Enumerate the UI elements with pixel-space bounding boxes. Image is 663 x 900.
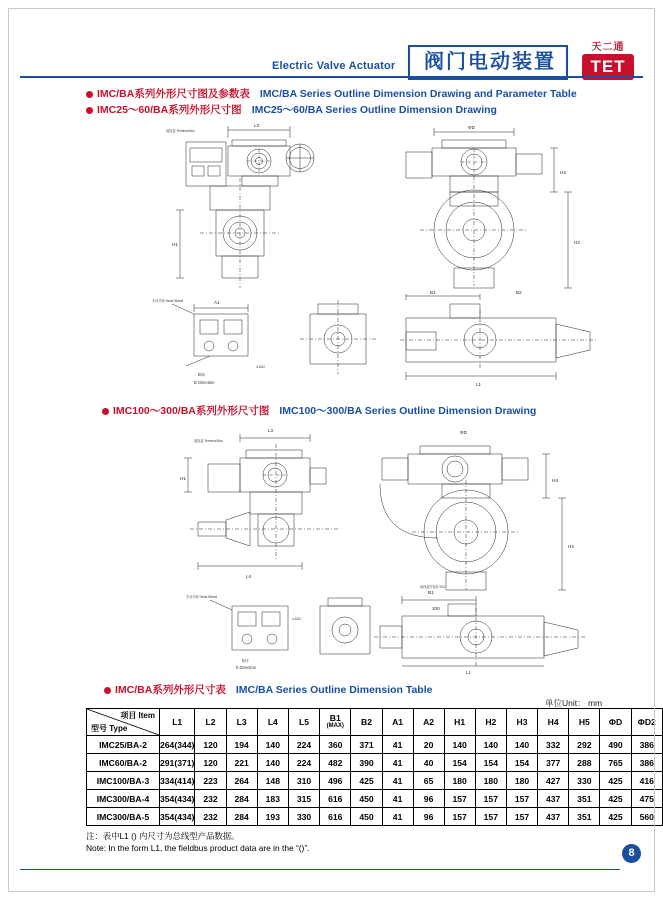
cell: 616 xyxy=(320,808,351,826)
dim-label-b1: B1 xyxy=(430,290,436,295)
cell: 157 xyxy=(444,790,475,808)
section-title-1 xyxy=(86,86,577,101)
cell: 450 xyxy=(351,808,382,826)
note-terminal-box: 接线盒 Terminal Box xyxy=(194,439,223,443)
cell: 65 xyxy=(413,772,444,790)
cell: 425 xyxy=(600,790,631,808)
cell: 284 xyxy=(226,790,257,808)
col-header-h2: H2 xyxy=(475,709,506,736)
col-header-h3: H3 xyxy=(506,709,537,736)
cell: 334(414) xyxy=(160,772,195,790)
cell: 140 xyxy=(257,736,288,754)
unit-label: 单位Unit： mm xyxy=(545,698,603,708)
cell: 371 xyxy=(351,736,382,754)
page-header xyxy=(0,18,663,76)
dim-label-h3: H3 xyxy=(560,170,566,175)
cell: 288 xyxy=(569,754,600,772)
cell: 157 xyxy=(475,790,506,808)
hole-label: 4-M12 xyxy=(256,365,266,369)
cell: 475 xyxy=(631,790,662,808)
cell: 41 xyxy=(382,808,413,826)
cell: 264 xyxy=(226,772,257,790)
header-chinese-title: 阀门电动装置 xyxy=(424,51,556,73)
section-title-4 xyxy=(104,682,432,697)
table-corner-item-label: 项目 Item xyxy=(120,711,155,720)
dim-label-l3: L3 xyxy=(268,428,274,433)
col-header-l5: L5 xyxy=(288,709,319,736)
dim-label-l4: L4 xyxy=(246,574,252,579)
cell: 351 xyxy=(569,808,600,826)
cell: 490 xyxy=(600,736,631,754)
cell: 180 xyxy=(444,772,475,790)
cell: 20 xyxy=(413,736,444,754)
bullet-dot-icon xyxy=(102,408,109,415)
cell: 354(434) xyxy=(160,808,195,826)
col-header-a2: A2 xyxy=(413,709,444,736)
row-type: IMC100/BA-3 xyxy=(87,772,160,790)
cell: 291(371) xyxy=(160,754,195,772)
dim-label-phid: ΦD xyxy=(468,125,475,130)
dim-label-a1: A1 xyxy=(214,300,220,305)
section-title-1-cn: IMC/BA系列外形尺寸图及参数表 xyxy=(97,88,250,100)
cell: 140 xyxy=(506,736,537,754)
cell: 148 xyxy=(257,772,288,790)
cell: 386 xyxy=(631,754,662,772)
table-row xyxy=(87,772,663,790)
col-header-h1: H1 xyxy=(444,709,475,736)
table-note-cn: 注：表中L1 () 内尺寸为总线型产品数据。 xyxy=(86,831,240,841)
dim-label-l3: L3 xyxy=(254,123,260,128)
table-note xyxy=(86,830,309,854)
cell: 616 xyxy=(320,790,351,808)
dim-label-h2: H2 xyxy=(568,544,574,549)
cell: 330 xyxy=(569,772,600,790)
col-header-l4: L4 xyxy=(257,709,288,736)
view-b-label-cn: b向 xyxy=(242,658,249,663)
col-header-b1-sub: (MAX) xyxy=(326,723,344,729)
cell: 390 xyxy=(351,754,382,772)
section-title-4-en: IMC/BA Series Outline Dimension Table xyxy=(235,684,433,696)
table-row xyxy=(87,808,663,826)
outline-drawing-imc25-60 xyxy=(150,118,630,388)
col-header-h5: H5 xyxy=(569,709,600,736)
view-b-label-en: b Direction xyxy=(236,665,257,670)
cell: 157 xyxy=(506,790,537,808)
table-header-row xyxy=(87,709,663,736)
cell: 140 xyxy=(444,736,475,754)
cell: 157 xyxy=(475,808,506,826)
bullet-dot-icon xyxy=(86,91,93,98)
cell: 154 xyxy=(444,754,475,772)
note-handwheel: 手动手轮 Hand Wheel xyxy=(186,595,218,599)
bullet-dot-icon xyxy=(86,107,93,114)
outline-drawing-imc100-300 xyxy=(180,420,630,675)
cell: 450 xyxy=(351,790,382,808)
dim-label-b1: B1 xyxy=(428,590,434,595)
logo-chinese-name: 天二通 xyxy=(591,42,625,53)
cell: 437 xyxy=(538,790,569,808)
logo-english-mark: TET xyxy=(582,54,634,80)
cell: 223 xyxy=(195,772,226,790)
col-header-b2: B2 xyxy=(351,709,382,736)
section-title-3-cn: IMC100～300/BA系列外形尺寸图 xyxy=(113,405,270,417)
dim-label-h3: H3 xyxy=(552,478,558,483)
col-header-l3: L3 xyxy=(226,709,257,736)
section-title-2-cn: IMC25～60/BA系列外形尺寸图 xyxy=(97,104,242,116)
cell: 41 xyxy=(382,790,413,808)
dim-label-h1: H1 xyxy=(172,242,178,247)
table-row xyxy=(87,754,663,772)
cell: 416 xyxy=(631,772,662,790)
section-title-4-cn: IMC/BA系列外形尺寸表 xyxy=(115,684,226,696)
cell: 425 xyxy=(351,772,382,790)
view-b-label-cn: B向 xyxy=(198,372,205,377)
cell: 120 xyxy=(195,754,226,772)
bullet-dot-icon xyxy=(104,687,111,694)
cell: 425 xyxy=(600,808,631,826)
cell: 140 xyxy=(475,736,506,754)
table-note-en: Note: In the form L1, the fieldbus product data are in the “()”. xyxy=(86,843,310,853)
cell: 96 xyxy=(413,790,444,808)
row-type: IMC300/BA-5 xyxy=(87,808,160,826)
cell: 437 xyxy=(538,808,569,826)
cell: 482 xyxy=(320,754,351,772)
cell: 193 xyxy=(257,808,288,826)
dim-label-h2: H2 xyxy=(574,240,580,245)
cell: 330 xyxy=(288,808,319,826)
company-logo xyxy=(575,38,641,86)
col-header-h4: H4 xyxy=(538,709,569,736)
cell: 264(344) xyxy=(160,736,195,754)
table-corner-type-label: 型号 Type xyxy=(91,724,128,733)
col-header-l2: L2 xyxy=(195,709,226,736)
cell: 315 xyxy=(288,790,319,808)
cell: 96 xyxy=(413,808,444,826)
header-english-title: Electric Valve Actuator xyxy=(272,60,396,72)
cell: 351 xyxy=(569,790,600,808)
cell: 284 xyxy=(226,808,257,826)
section-title-3 xyxy=(102,403,536,418)
dim-label-b2: B2 xyxy=(516,290,522,295)
table-row xyxy=(87,790,663,808)
cell: 496 xyxy=(320,772,351,790)
section-title-2-en: IMC25～60/BA Series Outline Dimension Drawing xyxy=(251,104,497,116)
cell: 765 xyxy=(600,754,631,772)
cell: 157 xyxy=(506,808,537,826)
dim-label-l1: L1 xyxy=(466,670,472,675)
cell: 41 xyxy=(382,772,413,790)
dim-label-100: 100 xyxy=(432,606,440,611)
cell: 232 xyxy=(195,808,226,826)
note-terminal-box: 接线盒 Terminal Box xyxy=(166,129,195,133)
row-type: IMC60/BA-2 xyxy=(87,754,160,772)
row-type: IMC25/BA-2 xyxy=(87,736,160,754)
note-flange: 接线盒安装孔Φ10 xyxy=(420,585,446,589)
cell: 183 xyxy=(257,790,288,808)
cell: 41 xyxy=(382,736,413,754)
page-number: 8 xyxy=(622,844,641,863)
cell: 332 xyxy=(538,736,569,754)
section-title-2 xyxy=(86,102,497,117)
cell: 140 xyxy=(257,754,288,772)
cell: 232 xyxy=(195,790,226,808)
cell: 194 xyxy=(226,736,257,754)
row-type: IMC300/BA-4 xyxy=(87,790,160,808)
col-header-phid2: ΦD2 xyxy=(631,709,662,736)
col-header-l1: L1 xyxy=(160,709,195,736)
cell: 425 xyxy=(600,772,631,790)
cell: 221 xyxy=(226,754,257,772)
section-title-3-en: IMC100～300/BA Series Outline Dimension Drawing xyxy=(279,405,537,417)
cell: 427 xyxy=(538,772,569,790)
col-header-a1: A1 xyxy=(382,709,413,736)
dim-label-l1: L1 xyxy=(476,382,482,387)
section-title-1-en: IMC/BA Series Outline Dimension Drawing and Parameter Table xyxy=(259,88,577,100)
dimension-table xyxy=(86,708,663,826)
cell: 154 xyxy=(475,754,506,772)
note-handwheel: 手动手轮 Hand Wheel xyxy=(152,299,184,303)
cell: 40 xyxy=(413,754,444,772)
cell: 180 xyxy=(475,772,506,790)
cell: 377 xyxy=(538,754,569,772)
cell: 120 xyxy=(195,736,226,754)
view-b-label-en: B Direction xyxy=(194,380,215,385)
cell: 354(434) xyxy=(160,790,195,808)
hole-label: 4-M12 xyxy=(292,617,302,621)
cell: 180 xyxy=(506,772,537,790)
table-row xyxy=(87,736,663,754)
cell: 386 xyxy=(631,736,662,754)
col-header-phid: ΦD xyxy=(600,709,631,736)
cell: 224 xyxy=(288,754,319,772)
cell: 154 xyxy=(506,754,537,772)
cell: 41 xyxy=(382,754,413,772)
table-corner-cell xyxy=(87,709,160,736)
cell: 292 xyxy=(569,736,600,754)
cell: 560 xyxy=(631,808,662,826)
cell: 224 xyxy=(288,736,319,754)
col-header-b1 xyxy=(320,709,351,736)
cell: 310 xyxy=(288,772,319,790)
dim-label-h1: H1 xyxy=(180,476,186,481)
cell: 157 xyxy=(444,808,475,826)
dim-label-phid: ΦD xyxy=(460,430,467,435)
cell: 360 xyxy=(320,736,351,754)
col-header-b1-main: B1 xyxy=(329,713,341,723)
header-divider xyxy=(20,76,643,78)
header-title-box xyxy=(408,45,568,80)
footer-divider xyxy=(20,869,620,870)
